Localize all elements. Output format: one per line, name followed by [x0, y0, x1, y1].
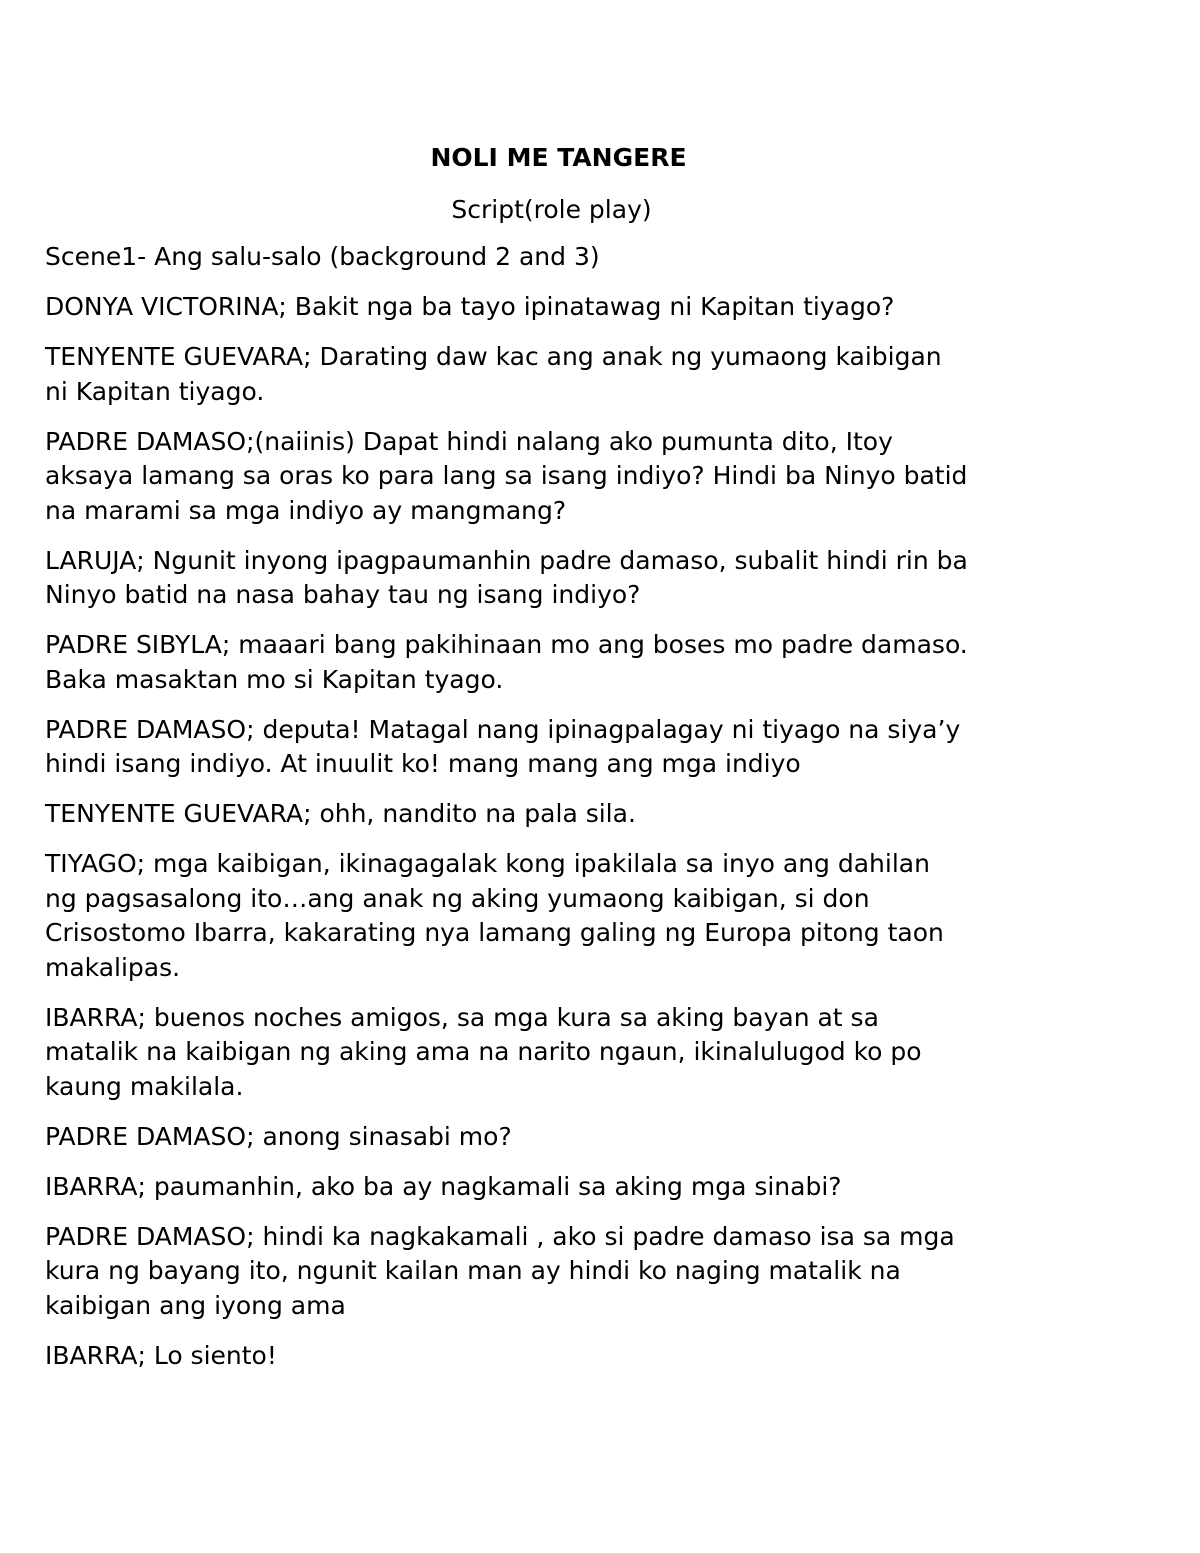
dialogue-line: TIYAGO; mga kaibigan, ikinagagalak kong ipakilala sa inyo ang dahilan ng pagsasalong ito…ang anak ng aking yumaong kaibigan, si don Crisostomo Ibarra, kakarating nya lamang galing ng Europa pitong taon makalipas.: [45, 849, 944, 982]
document-title: NOLI ME TANGERE: [430, 143, 687, 172]
dialogue-line: PADRE DAMASO;(naiinis) Dapat hindi nalang ako pumunta dito, Itoy aksaya lamang sa oras ko para lang sa isang indiyo? Hindi ba Ninyo batid na marami sa mga indiyo ay mangmang?: [45, 426, 968, 525]
document-subtitle: Script(role play): [451, 195, 652, 224]
dialogue-line: PADRE DAMASO; deputa! Matagal nang ipinagpalagay ni tiyago na siya’y hindi isang indiyo. At inuulit ko! mang mang ang mga indiyo: [45, 714, 961, 778]
dialogue-line: IBARRA; paumanhin, ako ba ay nagkamali sa aking mga sinabi?: [45, 1171, 842, 1201]
dialogue-line: TENYENTE GUEVARA; Darating daw kac ang anak ng yumaong kaibigan ni Kapitan tiyago.: [45, 342, 942, 406]
dialogue-line: PADRE SIBYLA; maaari bang pakihinaan mo ang boses mo padre damaso. Baka masaktan mo si Kapitan tyago.: [45, 630, 968, 694]
dialogue-line: IBARRA; Lo siento!: [45, 1340, 277, 1370]
dialogue-line: PADRE DAMASO; hindi ka nagkakamali , ako si padre damaso isa sa mga kura ng bayang ito, ngunit kailan man ay hindi ko naging matalik na kaibigan ang iyong ama: [45, 1221, 955, 1320]
dialogue-line: IBARRA; buenos noches amigos, sa mga kura sa aking bayan at sa matalik na kaibigan ng aking ama na narito ngaun, ikinalulugod ko po kaung makilala.: [45, 1002, 922, 1101]
dialogue-line: PADRE DAMASO; anong sinasabi mo?: [45, 1121, 512, 1151]
scene-heading: Scene1- Ang salu-salo (background 2 and 3): [45, 242, 600, 271]
dialogue-line: LARUJA; Ngunit inyong ipagpaumanhin padre damaso, subalit hindi rin ba Ninyo batid na nasa bahay tau ng isang indiyo?: [45, 545, 968, 609]
dialogue-line: DONYA VICTORINA; Bakit nga ba tayo ipinatawag ni Kapitan tiyago?: [45, 292, 895, 321]
script-body: [45, 240, 1165, 1389]
dialogue-line: TENYENTE GUEVARA; ohh, nandito na pala sila.: [45, 799, 636, 828]
